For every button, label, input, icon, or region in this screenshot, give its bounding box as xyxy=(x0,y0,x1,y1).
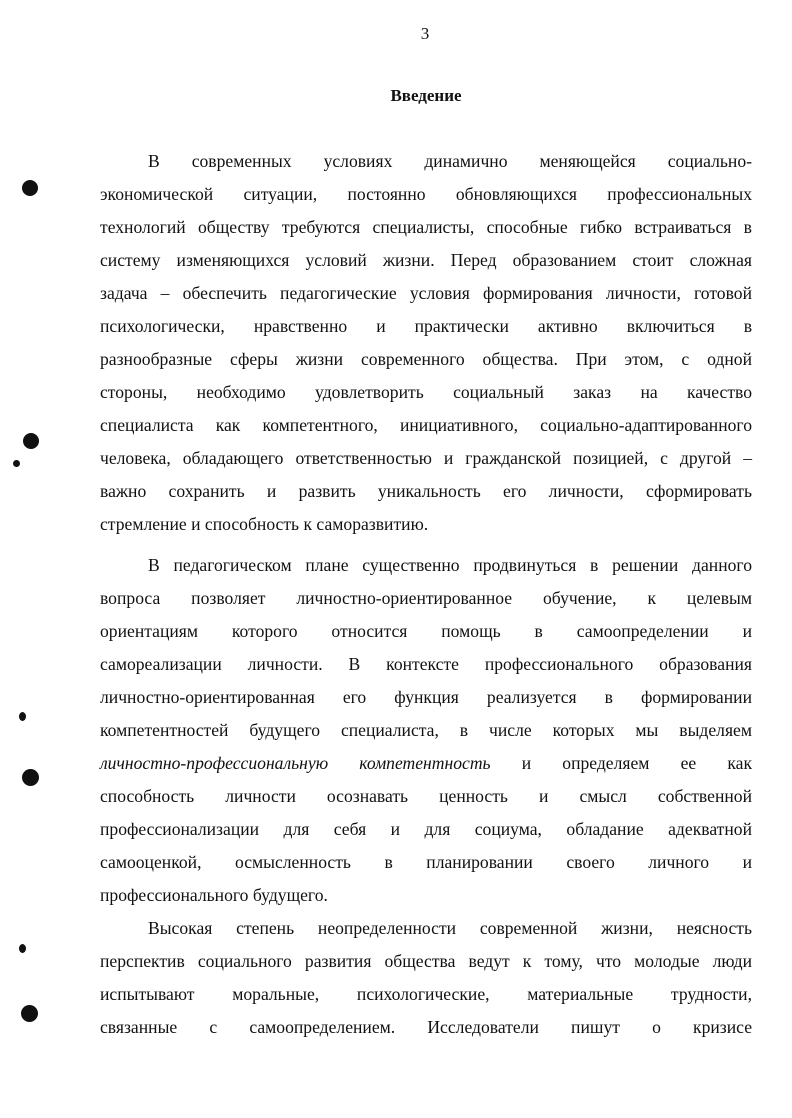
text-line: специалиста как компетентного, инициативного, социально-адаптированного xyxy=(100,415,752,435)
text-line: самооценкой, осмысленность в планировании своего личного и xyxy=(100,852,752,872)
text-line: В современных условиях динамично меняющейся социально- xyxy=(148,151,752,171)
binding-hole-mark xyxy=(19,712,26,721)
binding-hole-mark xyxy=(22,180,38,196)
text-line: психологически, нравственно и практически активно включиться в xyxy=(100,316,752,336)
text-line: человека, обладающего ответственностью и гражданской позицией, с другой – xyxy=(100,448,752,468)
binding-hole-mark xyxy=(13,460,20,467)
text-line: ориентациям которого относится помощь в самоопределении и xyxy=(100,621,752,641)
text-line: экономической ситуации, постоянно обновляющихся профессиональных xyxy=(100,184,752,204)
text-line: Высокая степень неопределенности современной жизни, неясность xyxy=(148,918,752,938)
text-line: самореализации личности. В контексте профессионального образования xyxy=(100,654,752,674)
text-line: связанные с самоопределением. Исследователи пишут о кризисе xyxy=(100,1017,752,1037)
text-line: стороны, необходимо удовлетворить социальный заказ на качество xyxy=(100,382,752,402)
document-body xyxy=(100,145,752,1044)
binding-hole-mark xyxy=(23,433,39,449)
text-line: разнообразные сферы жизни современного общества. При этом, с одной xyxy=(100,349,752,369)
text-line: технологий обществу требуются специалисты, способные гибко встраиваться в xyxy=(100,217,752,237)
paragraph-2 xyxy=(100,549,752,912)
paragraph-1 xyxy=(100,145,752,541)
italic-term: личностно-профессиональную компетентность xyxy=(100,753,491,773)
section-title: Введение xyxy=(390,86,462,105)
text-span: и определяем ее как xyxy=(490,753,752,773)
text-line: важно сохранить и развить уникальность его личности, сформировать xyxy=(100,481,752,501)
text-line: вопроса позволяет личностно-ориентированное обучение, к целевым xyxy=(100,588,752,608)
text-line xyxy=(100,747,752,780)
text-line: перспектив социального развития общества ведут к тому, что молодые люди xyxy=(100,951,752,971)
binding-hole-mark xyxy=(21,1005,38,1022)
text-line: способность личности осознавать ценность и смысл собственной xyxy=(100,786,752,806)
text-line: стремление и способность к саморазвитию. xyxy=(100,514,429,534)
text-line: личностно-ориентированная его функция реализуется в формировании xyxy=(100,687,752,707)
text-line: профессионального будущего. xyxy=(100,885,328,905)
binding-hole-mark xyxy=(19,944,26,953)
text-line: систему изменяющихся условий жизни. Перед образованием стоит сложная xyxy=(100,250,752,270)
text-line: компетентностей будущего специалиста, в числе которых мы выделяем xyxy=(100,720,752,740)
paragraph-3 xyxy=(100,912,752,1044)
text-line: испытывают моральные, психологические, материальные трудности, xyxy=(100,984,752,1004)
text-line: задача – обеспечить педагогические условия формирования личности, готовой xyxy=(100,283,752,303)
page-number: 3 xyxy=(420,24,430,43)
binding-hole-mark xyxy=(22,769,39,786)
text-line: профессионализации для себя и для социума, обладание адекватной xyxy=(100,819,752,839)
text-line: В педагогическом плане существенно продвинуться в решении данного xyxy=(148,555,752,575)
